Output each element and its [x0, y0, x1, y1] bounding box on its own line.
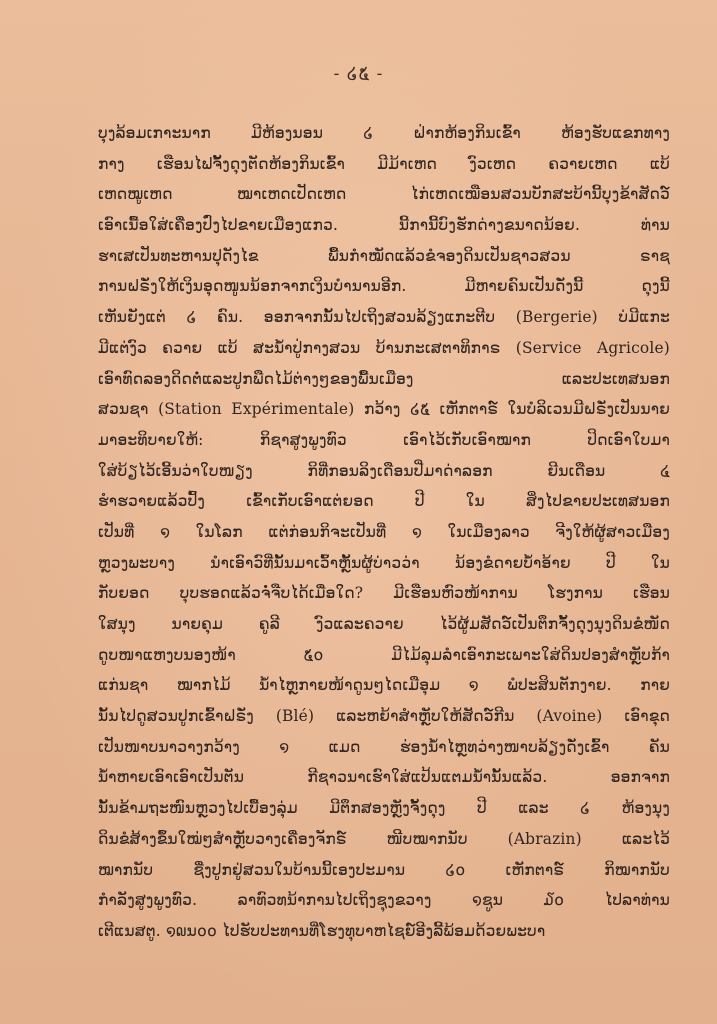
text-line: ເຕີແນສຕູ. ໑໙ນ໐໐ ໄປຮັບປະທານທີ່ໂຮງທຸບາຫໄຊຍ໌ອີງລີ້ພ້ອມດ້ວຍພະບາ — [98, 921, 546, 940]
text-line: ການຝຣັ່ງໃຫ້ເງິນອຸດໜູນນ້ອກຈາກເງິນບໍານານອີກ. ມີຫາຍຄົນເປັນດັ່ງນີ້ ດຸງນີ້ — [98, 277, 670, 296]
text-line: ກາງ ເຮືອນໄຟຈັ້ງດຸງຕັດຫ້ອງກິນເຂົ້າ ມີມ້າເຫດ ງົວເຫດ ຄວາຍເຫດ ແບ້ — [98, 154, 670, 173]
text-line: ນັ້ນໄປດູສວນປູກເຂົ້າຝຣັ່ງ (Blé) ແລະຫຍ້າສໍາຫຼັບໃຫ້ສັດວ໌ກີນ (Avoine) ເອົາຂຸດ — [98, 707, 670, 726]
text-line: ຮາເສເປັນທະຫານປຸດັງໄຂ ພື້ນກໍາໝັດແລ້ວຂໍຈອງດິນເປັນຊາວສວນ ຣາຊ — [98, 246, 670, 265]
text-line: ໝາກນັບ ຊື່ງປູກຢູ່ສວນໃນບ້ານນີ້ເອງປະມານ ໒໐ ເຫັກຕາຣ໌ ກິໝາກນັບ — [98, 860, 670, 879]
text-line: ໃສນຸງ ນາຍຄຸມ ຄູລີ ງົວແລະຄວາຍ ໄວ້ຜູ້ມສັດວ໌ເປັນຕຶກຈັ້ງດຸງນຸງດິນຂໍໜັດ — [98, 615, 670, 633]
text-line: ດູບໜາແຫງບນອງໜ້າ ໕໐ ມີໄມ້ລຸມລໍາເອົາກະເພາະໃສ່ດິນປອງສໍາຫຼັບກ້າ — [98, 645, 670, 664]
text-line: ເປັນໜາບນາວາງກວ້າງ ໑ ແມດ ຮ່ອງນ້ຳໄຫຼທວ່າງໜາບລ້ຽງດັ່ງເຂົ້າ ຄັນ — [98, 737, 670, 756]
text-line: ມີແຕ່ງົວ ຄວາຍ ແບ້ ສະນ້ຳປູ່ກາງສວນ ບ້ານກະເສຕາທິກາຣ (Service Agricole) — [98, 338, 670, 357]
text-line: ດິນຂໍສ້າງຂຶ້ນໃໝ່ໆສໍາຫຼັບວາງເຄື່ອງຈັກຣ໌ ໜີບໝາກນັບ (Abrazin) ແລະໄວ້ — [98, 829, 670, 848]
text-line: ສວນຊາ (Station Expérimentale) ກວ້າງ ໒໕ ເຫັກຕາຣ໌ ໃນບໍລິເວນມີຝຣັ່ງເປັນນາຍ — [98, 400, 670, 419]
text-line: ບຸງລ້ອມເກາະນາກ ມີຫ້ອງນອນ ໒ ຝ່າກຫ້ອງກິນເຂົ້າ ຫ້ອງຮັບແຂກທາງ — [98, 124, 670, 142]
text-line: ຫຼວງພະບາງ ນໍາເອົາວົທີ່ນັ້ນມາເວົ້າຫຼັ້ນຜູ້ບ່າວວ່າ ນ້ອງຂໍດາຍບ້ຳອ້າຍ ປີ ໃນ — [98, 553, 670, 572]
text-line: ແກ່ນຊາ ໝາກໄມ້ ນ້ຳໄຫຼກາຍໜ້າດູນໆໄດເມືອຸມ ໑ ພໍປະສິນຕັກງາຍ. ກາຍ — [98, 676, 670, 695]
text-line: ເຫດໝູເຫດ ໝາເຫດເປັດເຫດ ໄກ່ເຫດເໝືອນສວນບັກສະບ້ານີ້ບຸງຂ້າສັດວ໌ — [98, 185, 670, 204]
text-line: ເປັນທີ່ ໑ ໃນໂລກ ແຕ່ກ່ອນກິຈະເປັນທີ່ ໑ ໃນເມືອງລາວ ຈີງໃຫ້ຜູ້ສາວເມືອງ — [98, 522, 670, 541]
text-line: ໃສ່ບ້ຽໄວ້ເອີ້ນວ່າໃບໜຽງ ກິທີ່ກອນລິງເດືອນປີ່ມາດ່າລອກ ຍີນເດືອນ ໔ — [98, 461, 670, 480]
text-line: ກັບຍອດ ບຸບຮອດແລ້ວຈໍ່ຈືບໄດ້ເມື່ອໃດ? ມີເຮືອນຫົວໜ້າການ ໂຮງການ ເຮືອນ — [98, 584, 670, 603]
page-number: - ໒໕ - — [333, 64, 384, 84]
text-line: ມາອະທິບາຍໃຫ້: ກິຊາສູງພູງທົວ ເອົາໄວ້ເກັບເອົາໝາກ ປິດເອົາໃບມາ — [98, 430, 670, 449]
body-text — [98, 118, 670, 947]
text-line: ນ້ຳຫາຍເອົາເອົາເປັນຕັນ ກີຊາວນາເຮົາໃສ່ແປ້ນແຕມນ້ຳນັ້ນແລ້ວ. ອອກຈາກ — [98, 768, 670, 787]
text-line: ຮໍາຮວາຍແລ້ວປົ້ງ ເຂົ້າເກັບເອົາແຕ່ຍອດ ປີ ໃນ ສິ່ງໄປຂາຍປະເທສນອກ — [98, 492, 670, 511]
text-line: ເຫັນຍັງແຕ່ ໒ ຄົນ. ອອກຈາກນັ້ນໄປເຖິງສວນລ້ຽງແກະຕີບ (Bergerie) ບ່ມີແກະ — [98, 308, 670, 327]
text-line: ເອົາເນື້ອໃສ່ເຄື່ອງປົ່ງໄປຂາຍເມືອງແກວ. ນີ້ການີ້ບົງຮັກດ່າງຂນາດນ້ອຍ. ທ່ານ — [98, 216, 670, 235]
text-line: ກໍາລັງສູງພູງທົວ. ລາທົວທນ້າການໄປເຖິງຊຸງຂວາງ ໑ຊູນ ໓໐ ໄປລາທ່ານ — [98, 891, 670, 910]
text-line: ນັ້ນຂ້າມຖະໜົນຫຼວງໄປເບື້ອງລຸ່ມ ມີຕຶກສອງຫຼັງຈັ້ງດຸງ ປີ ແລະ ໒ ຫ້ອງນຸງ — [98, 799, 670, 818]
text-line: ເອົາທົດລອງດິດຕໍ່ແລະປູກພືດໄມ້ຕ່າງໆຂອງພື້ນເມືອງ ແລະປະເທສນອກ — [98, 369, 670, 388]
